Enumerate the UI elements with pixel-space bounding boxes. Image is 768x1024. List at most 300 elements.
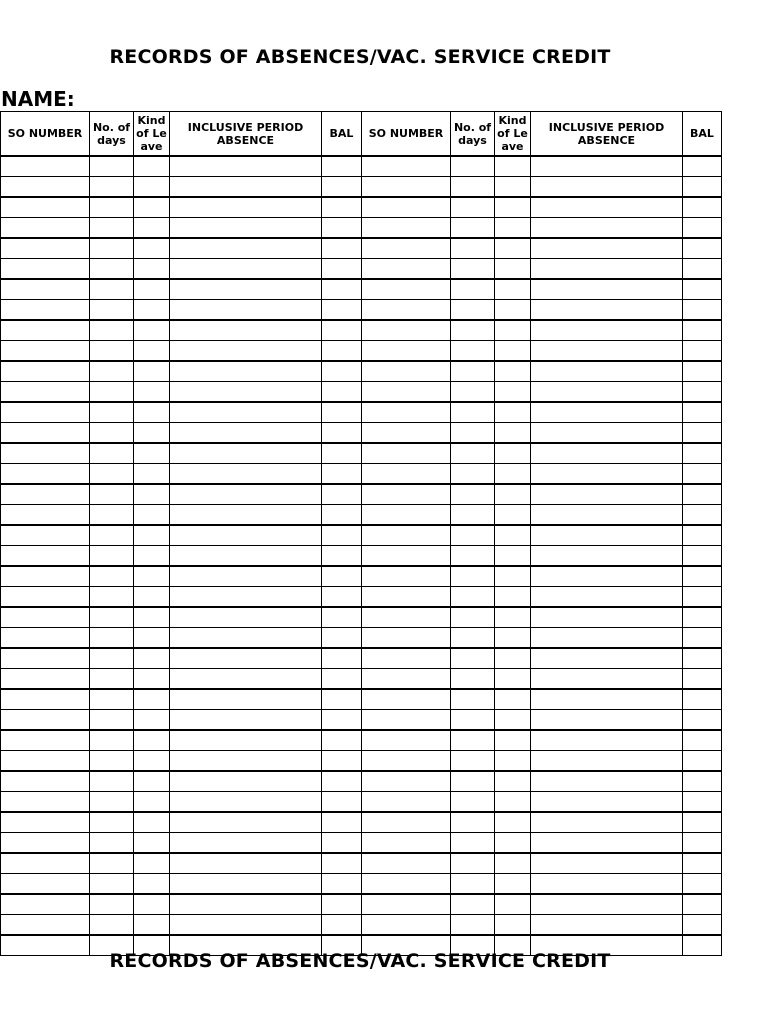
table-cell <box>683 320 722 341</box>
table-cell <box>451 771 495 792</box>
col-so-number-2: SO NUMBER <box>362 112 451 157</box>
table-row <box>1 259 722 280</box>
page-title: RECORDS OF ABSENCES/VAC. SERVICE CREDIT <box>109 46 611 68</box>
table-cell <box>1 218 90 239</box>
table-cell <box>495 648 531 669</box>
table-cell <box>683 341 722 362</box>
table-cell <box>362 894 451 915</box>
table-cell <box>531 669 683 690</box>
table-cell <box>170 443 322 464</box>
table-cell <box>531 341 683 362</box>
table-cell <box>90 751 134 772</box>
table-cell <box>170 156 322 177</box>
table-cell <box>1 484 90 505</box>
table-cell <box>134 587 170 608</box>
table-cell <box>170 505 322 526</box>
table-cell <box>1 853 90 874</box>
table-cell <box>170 587 322 608</box>
table-row <box>1 464 722 485</box>
table-cell <box>134 648 170 669</box>
table-cell <box>495 320 531 341</box>
table-cell <box>90 464 134 485</box>
table-cell <box>1 566 90 587</box>
table-cell <box>495 218 531 239</box>
table-cell <box>90 669 134 690</box>
table-row <box>1 218 722 239</box>
table-cell <box>495 874 531 895</box>
table-cell <box>451 751 495 772</box>
table-cell <box>451 484 495 505</box>
table-row <box>1 812 722 833</box>
table-cell <box>495 833 531 854</box>
table-cell <box>134 197 170 218</box>
table-cell <box>1 238 90 259</box>
table-cell <box>683 812 722 833</box>
table-cell <box>322 587 362 608</box>
table-cell <box>362 525 451 546</box>
table-cell <box>1 628 90 649</box>
table-cell <box>495 464 531 485</box>
table-cell <box>90 505 134 526</box>
table-cell <box>531 218 683 239</box>
table-cell <box>362 812 451 833</box>
table-cell <box>451 710 495 731</box>
table-cell <box>531 587 683 608</box>
table-cell <box>362 300 451 321</box>
table-cell <box>531 874 683 895</box>
table-cell <box>362 177 451 198</box>
table-row <box>1 566 722 587</box>
table-row <box>1 628 722 649</box>
table-cell <box>1 812 90 833</box>
table-row <box>1 525 722 546</box>
table-cell <box>322 423 362 444</box>
table-cell <box>531 382 683 403</box>
table-cell <box>362 423 451 444</box>
table-cell <box>495 382 531 403</box>
table-cell <box>531 812 683 833</box>
table-cell <box>451 812 495 833</box>
table-cell <box>683 259 722 280</box>
table-cell <box>1 402 90 423</box>
table-cell <box>531 443 683 464</box>
table-cell <box>134 156 170 177</box>
table-cell <box>451 587 495 608</box>
table-cell <box>170 669 322 690</box>
table-cell <box>322 915 362 936</box>
table-cell <box>170 177 322 198</box>
table-cell <box>683 238 722 259</box>
table-cell <box>362 279 451 300</box>
table-cell <box>683 423 722 444</box>
table-cell <box>170 710 322 731</box>
table-cell <box>1 648 90 669</box>
table-row <box>1 300 722 321</box>
table-cell <box>451 669 495 690</box>
table-cell <box>362 771 451 792</box>
table-cell <box>1 259 90 280</box>
table-cell <box>362 402 451 423</box>
table-cell <box>170 197 322 218</box>
table-row <box>1 238 722 259</box>
table-row <box>1 177 722 198</box>
table-cell <box>1 833 90 854</box>
table-cell <box>362 382 451 403</box>
table-cell <box>90 648 134 669</box>
table-cell <box>90 525 134 546</box>
table-cell <box>531 915 683 936</box>
table-cell <box>1 279 90 300</box>
table-cell <box>134 382 170 403</box>
table-cell <box>362 546 451 567</box>
table-cell <box>322 197 362 218</box>
table-cell <box>531 259 683 280</box>
table-cell <box>322 525 362 546</box>
table-row <box>1 484 722 505</box>
table-cell <box>322 361 362 382</box>
table-cell <box>170 484 322 505</box>
table-cell <box>531 566 683 587</box>
table-cell <box>683 525 722 546</box>
table-cell <box>322 238 362 259</box>
table-cell <box>170 423 322 444</box>
table-cell <box>134 361 170 382</box>
table-cell <box>531 484 683 505</box>
table-cell <box>362 566 451 587</box>
table-cell <box>134 320 170 341</box>
table-cell <box>531 238 683 259</box>
table-cell <box>495 484 531 505</box>
table-cell <box>362 361 451 382</box>
table-cell <box>1 361 90 382</box>
table-cell <box>322 505 362 526</box>
table-cell <box>683 607 722 628</box>
table-cell <box>134 833 170 854</box>
table-cell <box>90 177 134 198</box>
table-cell <box>495 853 531 874</box>
table-cell <box>1 751 90 772</box>
table-cell <box>90 197 134 218</box>
table-cell <box>683 648 722 669</box>
table-cell <box>531 279 683 300</box>
table-cell <box>683 218 722 239</box>
table-cell <box>1 320 90 341</box>
table-cell <box>451 464 495 485</box>
table-cell <box>683 751 722 772</box>
table-cell <box>531 546 683 567</box>
table-cell <box>134 546 170 567</box>
table-cell <box>134 525 170 546</box>
table-cell <box>495 341 531 362</box>
table-cell <box>134 423 170 444</box>
table-row <box>1 853 722 874</box>
table-row <box>1 648 722 669</box>
table-cell <box>451 894 495 915</box>
table-cell <box>451 197 495 218</box>
col-bal: BAL <box>322 112 362 157</box>
table-cell <box>683 853 722 874</box>
table-cell <box>90 423 134 444</box>
table-cell <box>531 525 683 546</box>
table-cell <box>495 443 531 464</box>
table-cell <box>495 689 531 710</box>
table-cell <box>683 833 722 854</box>
table-cell <box>170 279 322 300</box>
table-cell <box>495 177 531 198</box>
table-cell <box>134 279 170 300</box>
table-cell <box>90 710 134 731</box>
table-row <box>1 730 722 751</box>
table-cell <box>451 853 495 874</box>
table-row <box>1 546 722 567</box>
table-cell <box>322 566 362 587</box>
table-cell <box>134 628 170 649</box>
table-cell <box>90 238 134 259</box>
table-cell <box>1 710 90 731</box>
table-cell <box>134 853 170 874</box>
table-row <box>1 279 722 300</box>
table-cell <box>495 771 531 792</box>
table-cell <box>1 669 90 690</box>
table-cell <box>322 730 362 751</box>
table-cell <box>322 710 362 731</box>
table-cell <box>170 915 322 936</box>
table-cell <box>531 607 683 628</box>
table-cell <box>90 689 134 710</box>
table-cell <box>134 874 170 895</box>
table-cell <box>1 443 90 464</box>
table-cell <box>1 525 90 546</box>
table-cell <box>134 505 170 526</box>
table-cell <box>1 730 90 751</box>
table-cell <box>531 402 683 423</box>
table-cell <box>495 505 531 526</box>
table-cell <box>90 566 134 587</box>
table-cell <box>495 423 531 444</box>
table-cell <box>531 771 683 792</box>
table-cell <box>90 156 134 177</box>
table-row <box>1 361 722 382</box>
table-cell <box>322 628 362 649</box>
table-cell <box>362 792 451 813</box>
table-cell <box>1 156 90 177</box>
table-cell <box>531 300 683 321</box>
table-cell <box>322 484 362 505</box>
table-row <box>1 320 722 341</box>
table-row <box>1 607 722 628</box>
table-cell <box>322 279 362 300</box>
table-row <box>1 771 722 792</box>
table-row <box>1 751 722 772</box>
table-cell <box>362 833 451 854</box>
table-row <box>1 587 722 608</box>
table-cell <box>683 566 722 587</box>
table-cell <box>451 177 495 198</box>
table-cell <box>90 218 134 239</box>
table-cell <box>1 587 90 608</box>
table-body <box>1 156 722 956</box>
table-cell <box>134 259 170 280</box>
table-cell <box>1 423 90 444</box>
table-cell <box>1 915 90 936</box>
table-cell <box>90 587 134 608</box>
table-cell <box>170 464 322 485</box>
table-cell <box>451 259 495 280</box>
table-cell <box>683 771 722 792</box>
table-cell <box>170 218 322 239</box>
table-row <box>1 894 722 915</box>
table-cell <box>322 874 362 895</box>
table-cell <box>322 894 362 915</box>
table-cell <box>322 156 362 177</box>
table-cell <box>134 484 170 505</box>
col-kind-of-leave: Kind of Leave <box>134 112 170 157</box>
table-cell <box>495 546 531 567</box>
table-cell <box>1 505 90 526</box>
table-cell <box>170 648 322 669</box>
table-cell <box>322 689 362 710</box>
table-cell <box>322 833 362 854</box>
table-cell <box>683 505 722 526</box>
table-cell <box>322 218 362 239</box>
table-cell <box>451 689 495 710</box>
table-cell <box>362 730 451 751</box>
table-row <box>1 341 722 362</box>
table-cell <box>362 238 451 259</box>
table-cell <box>495 587 531 608</box>
table-cell <box>495 894 531 915</box>
table-cell <box>170 730 322 751</box>
table-cell <box>683 689 722 710</box>
table-cell <box>451 628 495 649</box>
table-cell <box>134 751 170 772</box>
table-cell <box>90 259 134 280</box>
table-cell <box>1 197 90 218</box>
table-cell <box>134 669 170 690</box>
table-cell <box>1 177 90 198</box>
table-row <box>1 669 722 690</box>
table-cell <box>451 238 495 259</box>
table-cell <box>683 915 722 936</box>
table-cell <box>451 156 495 177</box>
table-cell <box>495 607 531 628</box>
table-cell <box>362 505 451 526</box>
table-cell <box>170 259 322 280</box>
table-cell <box>1 546 90 567</box>
table-cell <box>134 300 170 321</box>
table-cell <box>134 341 170 362</box>
table-cell <box>90 300 134 321</box>
table-cell <box>322 259 362 280</box>
table-cell <box>322 669 362 690</box>
table-cell <box>362 320 451 341</box>
table-cell <box>322 464 362 485</box>
table-cell <box>362 751 451 772</box>
col-bal-2: BAL <box>683 112 722 157</box>
table-cell <box>322 320 362 341</box>
table-cell <box>495 628 531 649</box>
table-cell <box>495 259 531 280</box>
table-cell <box>451 566 495 587</box>
table-cell <box>90 443 134 464</box>
header-row <box>1 112 722 157</box>
table-cell <box>451 361 495 382</box>
table-cell <box>683 464 722 485</box>
table-cell <box>170 525 322 546</box>
table-cell <box>1 464 90 485</box>
table-cell <box>451 402 495 423</box>
table-cell <box>683 382 722 403</box>
table-cell <box>170 874 322 895</box>
col-inclusive-period: INCLUSIVE PERIOD ABSENCE <box>170 112 322 157</box>
table-cell <box>134 894 170 915</box>
table-cell <box>531 730 683 751</box>
table-cell <box>683 730 722 751</box>
table-cell <box>451 320 495 341</box>
table-cell <box>495 669 531 690</box>
table-cell <box>495 156 531 177</box>
table-cell <box>134 915 170 936</box>
table-cell <box>90 341 134 362</box>
table-cell <box>451 505 495 526</box>
table-cell <box>531 833 683 854</box>
table-cell <box>362 648 451 669</box>
table-cell <box>451 874 495 895</box>
table-cell <box>322 648 362 669</box>
table-cell <box>1 689 90 710</box>
table-cell <box>322 341 362 362</box>
table-cell <box>90 484 134 505</box>
table-cell <box>362 197 451 218</box>
table-cell <box>451 730 495 751</box>
table-cell <box>1 792 90 813</box>
table-cell <box>170 792 322 813</box>
col-so-number: SO NUMBER <box>1 112 90 157</box>
col-no-of-days-2: No. of days <box>451 112 495 157</box>
table-cell <box>495 710 531 731</box>
table-cell <box>683 156 722 177</box>
table-cell <box>134 464 170 485</box>
table-cell <box>1 300 90 321</box>
col-no-of-days: No. of days <box>90 112 134 157</box>
table-cell <box>90 361 134 382</box>
table-cell <box>362 484 451 505</box>
table-cell <box>322 751 362 772</box>
table-cell <box>90 874 134 895</box>
table-cell <box>451 218 495 239</box>
table-cell <box>90 320 134 341</box>
table-cell <box>170 238 322 259</box>
table-cell <box>531 648 683 669</box>
table-cell <box>90 853 134 874</box>
table-row <box>1 689 722 710</box>
table-cell <box>362 669 451 690</box>
table-row <box>1 874 722 895</box>
table-row <box>1 792 722 813</box>
table-cell <box>170 566 322 587</box>
table-cell <box>531 894 683 915</box>
table-cell <box>495 812 531 833</box>
table-cell <box>531 505 683 526</box>
table-cell <box>531 689 683 710</box>
table-cell <box>362 218 451 239</box>
table-row <box>1 505 722 526</box>
table-cell <box>90 607 134 628</box>
table-cell <box>90 279 134 300</box>
table-cell <box>322 546 362 567</box>
table-cell <box>495 361 531 382</box>
table-cell <box>495 197 531 218</box>
